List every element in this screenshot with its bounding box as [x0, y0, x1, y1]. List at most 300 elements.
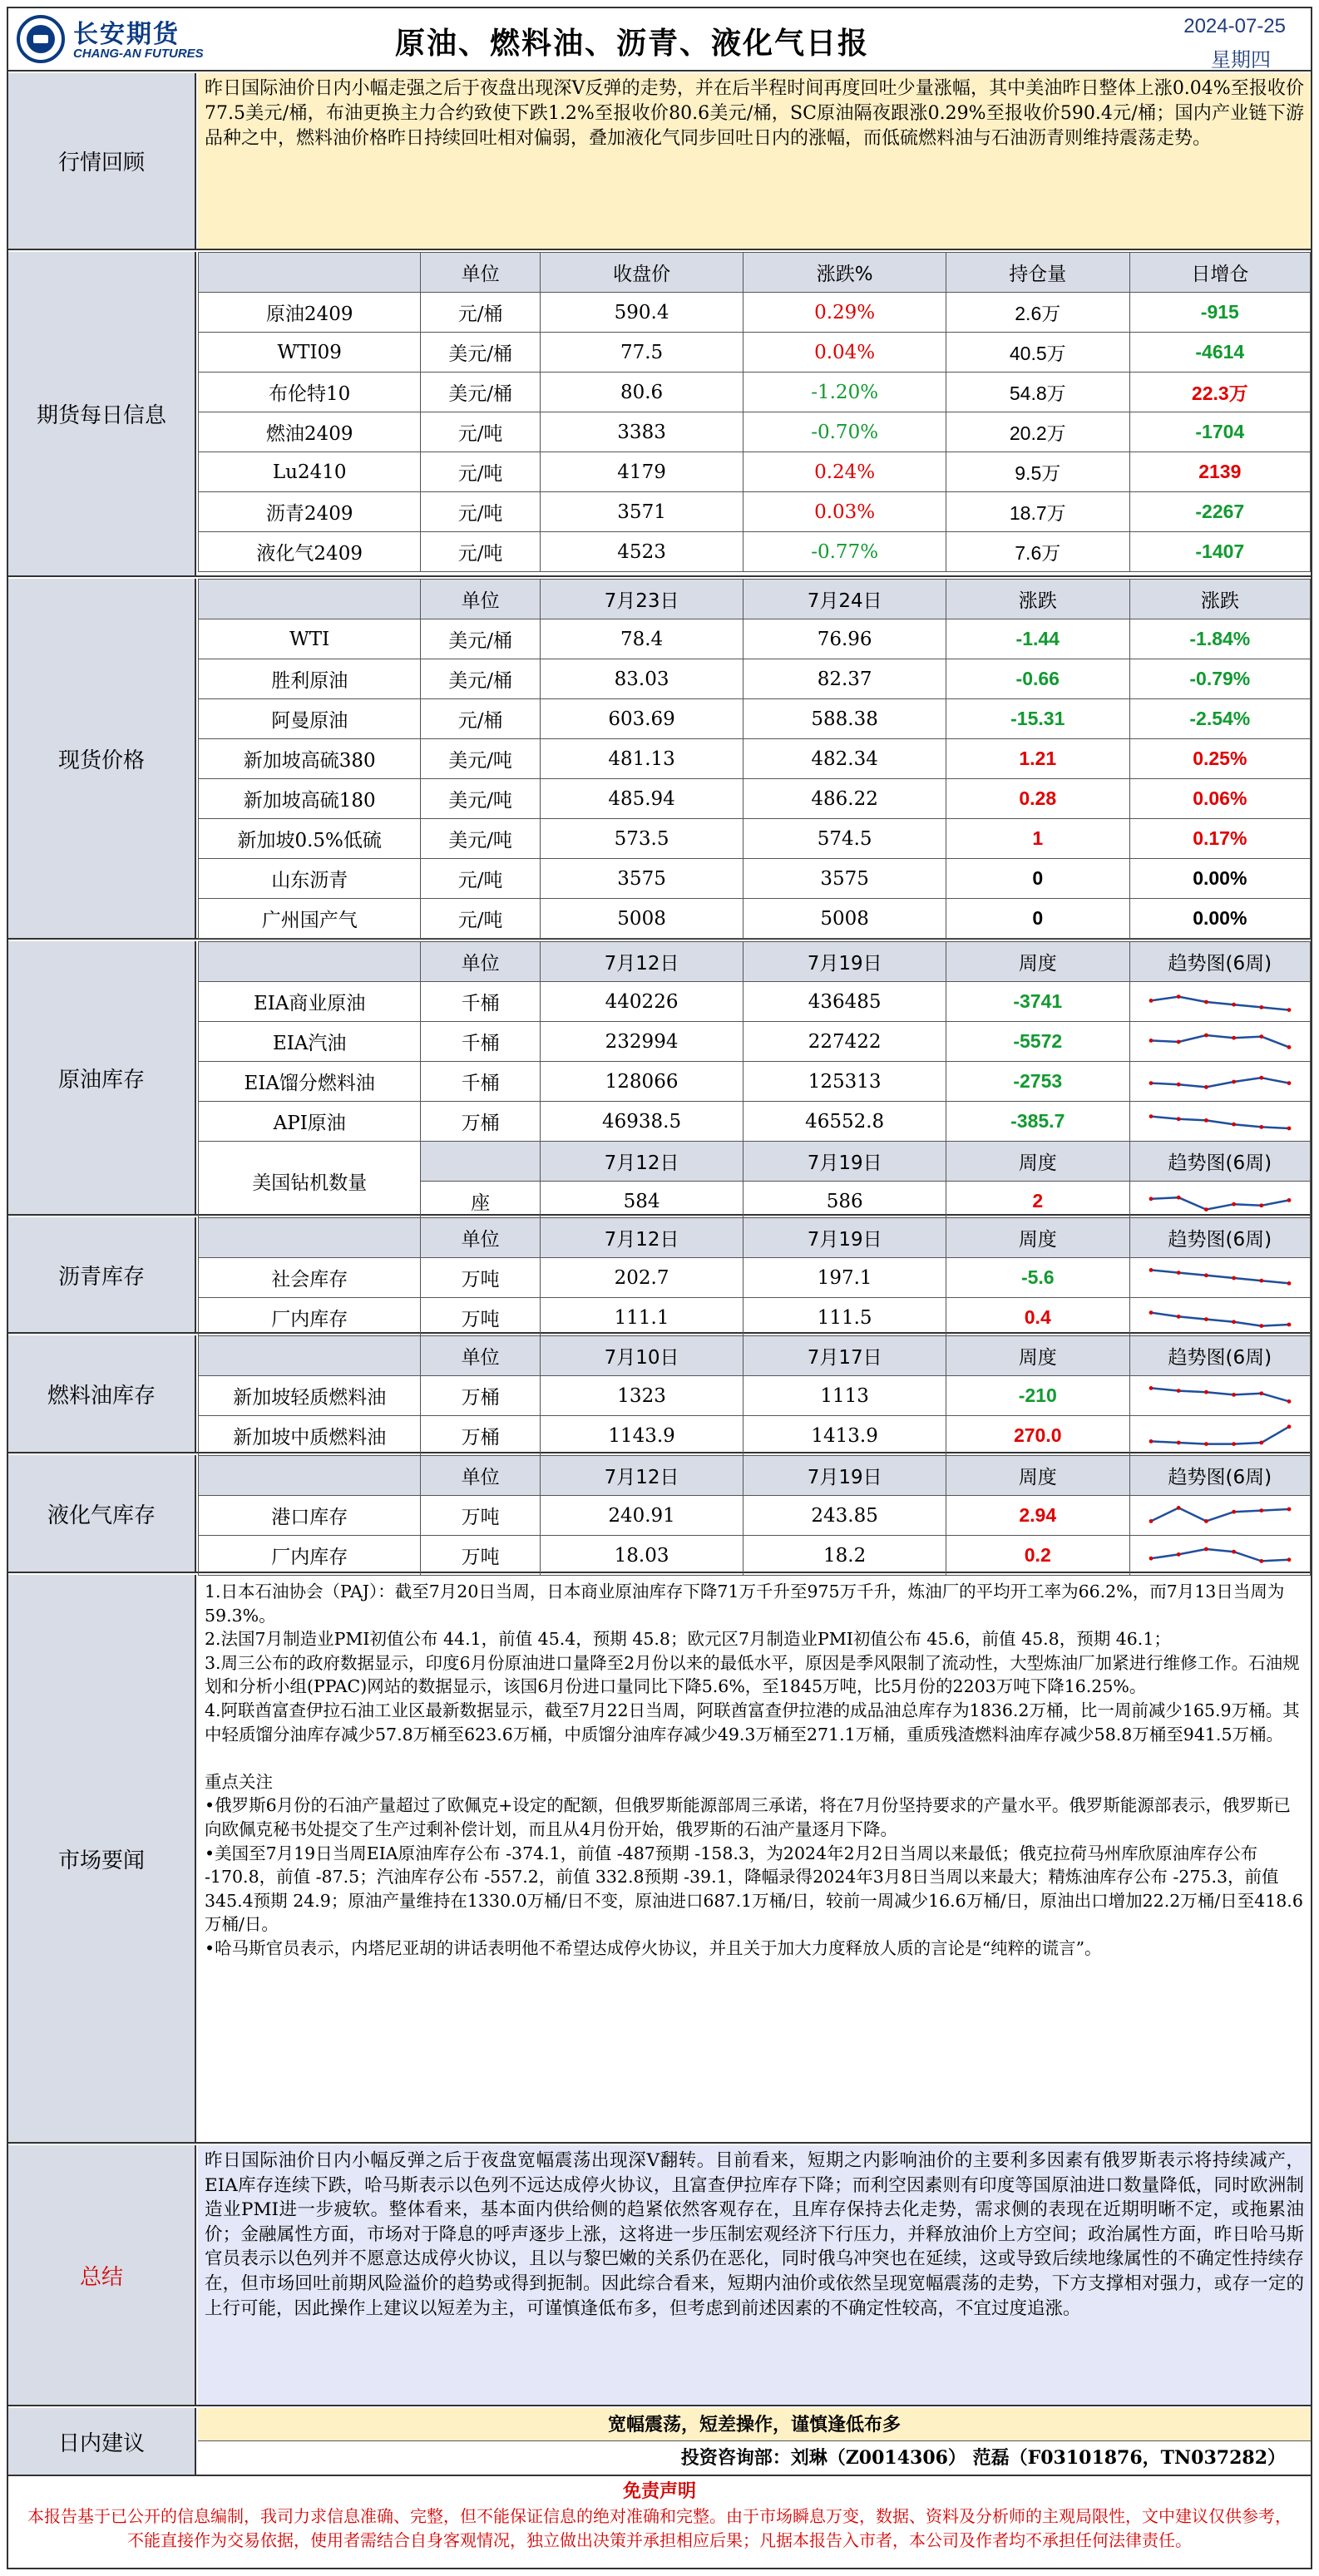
trend-point	[1177, 1389, 1181, 1393]
section-label: 燃料油库存	[8, 1335, 196, 1452]
trend-cell	[1129, 1062, 1310, 1102]
market-news-list	[198, 1575, 1311, 2142]
trend-point	[1149, 1039, 1153, 1043]
summary-text: 昨日国际油价日内小幅反弹之后于夜盘宽幅震荡出现深V翻转。目前看来，短期之内影响油价的主要利多因素有俄罗斯表示将持续减产，EIA库存连续下跌，哈马斯表示以色列不远达成停火协议，且富查伊拉库存下降；而利空因素则有印度等国原油进口数量降低，同时欧洲制造业PMI进一步疲软。整体看来，基本面内供给侧的趋紧依然客观存在，且库存保持去化走势，需求侧的表现在近期明晰不定，或拖累油价；金融属性方面，市场对于降息的呼声逐步上涨，这将进一步压制宏观经济下行压力，并释放油价上方空间；政治属性方面，昨日哈马斯官员表示以色列并不愿意达成停火协议，且以与黎巴嫩的关系仍在恶化，同时俄乌冲突也在延续，这或导致后续地缘属性的不确定性持续存在，但市场回吐前期风险溢价的趋势或得到扼制。因此综合看来，短期内油价或依然呈现宽幅震荡的走势，下方支撑相对强力，或存一定的上行可能，因此操作上建议以短差为主，可谨慎逢低布多，但考虑到前述因素的不确定性较高，不宜过度追涨。	[198, 2145, 1311, 2405]
inventory-name: API原油	[199, 1102, 421, 1142]
trend-line	[1151, 1270, 1289, 1283]
unit-cell: 万桶	[421, 1102, 540, 1142]
weekly-change: -3741	[946, 982, 1129, 1022]
trend-point	[1149, 1519, 1153, 1523]
close-price: 4523	[540, 532, 743, 572]
disclaimer-title: 免责声明	[622, 2480, 696, 2502]
trend-point	[1204, 1273, 1208, 1277]
header-cell: 涨跌	[1129, 580, 1310, 619]
trend-line	[1151, 1197, 1289, 1209]
trend-sparkline	[1146, 1065, 1294, 1098]
unit-cell: 元/吨	[421, 859, 540, 899]
table-row	[199, 452, 1311, 492]
price-change-percent: -1.84%	[1129, 619, 1310, 659]
table-row	[199, 333, 1311, 373]
table-row	[199, 1536, 1311, 1576]
change-percent: 0.24%	[743, 452, 946, 492]
header-cell: 趋势图(6周)	[1129, 1336, 1310, 1376]
asphalt-inventory-table	[198, 1217, 1311, 1338]
trend-point	[1232, 1035, 1236, 1039]
header-cell: 单位	[421, 253, 540, 293]
futures-table	[198, 252, 1311, 572]
table-row	[199, 532, 1311, 572]
trend-point	[1287, 1008, 1291, 1012]
value-period1: 440226	[540, 982, 743, 1022]
open-interest: 54.8万	[946, 373, 1129, 412]
trend-point	[1177, 1440, 1181, 1444]
section-label: 总结	[8, 2145, 196, 2405]
table-row	[199, 859, 1311, 899]
value-period1: 46938.5	[540, 1102, 743, 1142]
news-item: 重点关注	[205, 1771, 273, 1792]
daily-oi-change: -2267	[1129, 492, 1310, 532]
change-percent: 0.03%	[743, 492, 946, 532]
company-logo	[17, 13, 204, 68]
header-cell: 7月23日	[540, 580, 743, 619]
header-cell: 7月24日	[743, 580, 946, 619]
price-change-percent: 0.17%	[1129, 819, 1310, 859]
trend-point	[1177, 1195, 1181, 1199]
spot-table	[198, 579, 1311, 939]
trend-point	[1149, 1197, 1153, 1201]
trend-point	[1177, 1271, 1181, 1275]
inventory-name: 社会库存	[199, 1258, 421, 1298]
section-fuel-inventory	[8, 1335, 1311, 1453]
contract-name: Lu2410	[199, 452, 421, 492]
price-change-percent: 0.06%	[1129, 779, 1310, 819]
change-percent: -1.20%	[743, 373, 946, 412]
value-period1: 18.03	[540, 1536, 743, 1576]
header-cell: 趋势图(6周)	[1129, 1456, 1310, 1496]
header-cell: 7月17日	[743, 1336, 946, 1376]
header-cell: 收盘价	[540, 253, 743, 293]
spot-name: 阿曼原油	[199, 699, 421, 739]
trend-point	[1287, 1507, 1291, 1511]
header-cell-blank	[199, 1336, 421, 1376]
header-cell-blank	[199, 253, 421, 293]
news-item	[205, 1746, 1304, 1770]
unit-cell: 万桶	[421, 1376, 540, 1416]
header-cell: 单位	[421, 580, 540, 619]
header-cell: 周度	[946, 1142, 1129, 1182]
unit-cell: 美元/桶	[421, 619, 540, 659]
daily-oi-change: 22.3万	[1129, 373, 1310, 412]
inventory-name: 港口库存	[199, 1496, 421, 1536]
trend-point	[1259, 1005, 1263, 1009]
section-market-news	[8, 1575, 1311, 2144]
table-header-row	[199, 580, 1311, 619]
unit-cell: 元/吨	[421, 532, 540, 572]
price-day1: 78.4	[540, 619, 743, 659]
inventory-name: EIA商业原油	[199, 982, 421, 1022]
trend-line	[1151, 1549, 1289, 1561]
value-period2: 125313	[743, 1062, 946, 1102]
header-cell: 周度	[946, 1456, 1129, 1496]
trend-point	[1259, 1075, 1263, 1079]
section-label: 现货价格	[8, 579, 196, 938]
value-period1: 232994	[540, 1022, 743, 1062]
trend-point	[1287, 1281, 1291, 1286]
price-change: -1.44	[946, 619, 1129, 659]
trend-point	[1232, 1202, 1236, 1206]
spot-name: 新加坡0.5%低硫	[199, 819, 421, 859]
report-weekday: 星期四	[1211, 48, 1271, 72]
logo-chinese-name: 长安期货	[73, 20, 180, 49]
trend-point	[1204, 1118, 1208, 1123]
trend-sparkline	[1146, 1301, 1294, 1335]
report-date: 2024-07-25	[1183, 15, 1286, 37]
trend-sparkline	[1146, 1261, 1294, 1295]
contract-name: 燃油2409	[199, 412, 421, 452]
unit-cell: 美元/吨	[421, 779, 540, 819]
trend-line	[1151, 1035, 1289, 1047]
price-change-percent: 0.00%	[1129, 859, 1310, 899]
value-period2: 111.5	[743, 1298, 946, 1338]
header-cell: 涨跌%	[743, 253, 946, 293]
trend-point	[1204, 999, 1208, 1004]
open-interest: 7.6万	[946, 532, 1129, 572]
header-cell: 7月19日	[743, 1142, 946, 1182]
table-row	[199, 659, 1311, 699]
close-price: 4179	[540, 452, 743, 492]
unit-cell: 元/吨	[421, 492, 540, 532]
trend-point	[1259, 1508, 1263, 1513]
price-change: -0.66	[946, 659, 1129, 699]
contract-name: 沥青2409	[199, 492, 421, 532]
trend-point	[1177, 1117, 1181, 1121]
news-item: 1.日本石油协会（PAJ）：截至7月20日当周，日本商业原油库存下降71万千升至975万千升，炼油厂的平均开工率为66.2%，而7月13日当周为59.3%。	[205, 1582, 1285, 1626]
daily-oi-change: 2139	[1129, 452, 1310, 492]
price-day1: 573.5	[540, 819, 743, 859]
unit-cell: 千桶	[421, 982, 540, 1022]
trend-cell	[1129, 1496, 1310, 1536]
unit-cell: 元/吨	[421, 899, 540, 939]
trend-sparkline	[1146, 1105, 1294, 1138]
trend-point	[1232, 1276, 1236, 1280]
price-day1: 603.69	[540, 699, 743, 739]
trend-point	[1287, 1557, 1291, 1562]
header-cell-blank	[199, 580, 421, 619]
table-header-row	[199, 253, 1311, 293]
price-day2: 5008	[743, 899, 946, 939]
unit-cell: 万吨	[421, 1298, 540, 1338]
trend-point	[1287, 1198, 1291, 1202]
section-label: 沥青库存	[8, 1217, 196, 1332]
lpg-inventory-table	[198, 1455, 1311, 1576]
header-cell-blank	[421, 1142, 540, 1182]
price-day2: 82.37	[743, 659, 946, 699]
open-interest: 9.5万	[946, 452, 1129, 492]
section-label: 市场要闻	[8, 1575, 196, 2142]
trend-line	[1151, 996, 1289, 1009]
trend-sparkline	[1146, 1419, 1294, 1453]
unit-cell: 元/吨	[421, 412, 540, 452]
trend-point	[1204, 1547, 1208, 1551]
spot-name: 山东沥青	[199, 859, 421, 899]
inventory-name: 厂内库存	[199, 1298, 421, 1338]
trend-point	[1259, 1440, 1263, 1444]
daily-oi-change: -915	[1129, 293, 1310, 333]
section-advice	[8, 2408, 1311, 2476]
trend-point	[1287, 1424, 1291, 1429]
trend-cell	[1129, 1258, 1310, 1298]
close-price: 80.6	[540, 373, 743, 412]
trend-point	[1287, 1322, 1291, 1326]
unit-cell: 美元/吨	[421, 739, 540, 779]
unit-cell: 元/桶	[421, 293, 540, 333]
unit-cell: 千桶	[421, 1022, 540, 1062]
table-row	[199, 1416, 1311, 1456]
contract-name: WTI09	[199, 333, 421, 373]
news-item: •美国至7月19日当周EIA原油库存公布 -374.1，前值 -487预期 -158.3，为2024年2月2日当周以来最低；俄克拉荷马州库欣原油库存公布 -170.8，前值 -87.5；汽油库存公布 -557.2，前值 332.8预期 -39.1，降幅录得2024年3月8日当周以来最大；精炼油库存公布 -275.3，前值 345.4预期 24.9；原油产量维持在1330.0万桶/日不变，原油进口687.1万桶/日，较前一周减少16.6万桶/日，原油出口增加22.2万桶/日至418.6万桶/日。	[205, 1843, 1303, 1935]
table-row	[199, 899, 1311, 939]
trend-point	[1149, 1081, 1153, 1085]
contract-name: 液化气2409	[199, 532, 421, 572]
trend-point	[1232, 1509, 1236, 1513]
trend-point	[1149, 1556, 1153, 1560]
table-header-row	[199, 1218, 1311, 1258]
section-summary	[8, 2145, 1311, 2406]
trend-point	[1287, 1081, 1291, 1085]
table-row	[199, 373, 1311, 412]
news-item: 2.法国7月制造业PMI初值公布 44.1，前值 45.4，预期 45.8；欧元区7月制造业PMI初值公布 45.6，前值 45.8，预期 46.1；	[205, 1629, 1171, 1650]
trend-point	[1259, 1278, 1263, 1282]
trend-point	[1204, 1389, 1208, 1394]
trend-point	[1287, 1399, 1291, 1404]
trend-cell	[1129, 1376, 1310, 1416]
trend-point	[1204, 1519, 1208, 1523]
trend-line	[1151, 1116, 1289, 1128]
price-day1: 3575	[540, 859, 743, 899]
header-cell: 7月10日	[540, 1336, 743, 1376]
rig-count-label: 美国钻机数量	[199, 1142, 421, 1221]
header-cell: 单位	[421, 942, 540, 982]
table-row	[199, 1298, 1311, 1338]
fuel-inventory-table	[198, 1335, 1311, 1456]
header-cell-blank	[199, 942, 421, 982]
trend-point	[1259, 1324, 1263, 1328]
unit-cell: 元/桶	[421, 699, 540, 739]
weekly-change: 270.0	[946, 1416, 1129, 1456]
trend-point	[1149, 1310, 1153, 1315]
weekly-change: 2.94	[946, 1496, 1129, 1536]
value-period2: 18.2	[743, 1536, 946, 1576]
news-item: 4.阿联酋富查伊拉石油工业区最新数据显示，截至7月22日当周，阿联酋富查伊拉港的成品油总库存为1836.2万桶，比一周前减少165.9万桶。其中轻质馏分油库存减少57.8万桶至623.6万桶，中质馏分油库存减少49.3万桶至271.1万桶，重质残渣燃料油库存减少58.8万桶至941.5万桶。	[205, 1700, 1300, 1744]
close-price: 3571	[540, 492, 743, 532]
unit-cell: 元/吨	[421, 452, 540, 492]
price-day2: 3575	[743, 859, 946, 899]
price-day1: 5008	[540, 899, 743, 939]
report-title: 原油、燃料油、沥青、液化气日报	[394, 27, 869, 61]
value-period2: 46552.8	[743, 1102, 946, 1142]
header-cell: 周度	[946, 1336, 1129, 1376]
header-cell: 持仓量	[946, 253, 1129, 293]
close-price: 77.5	[540, 333, 743, 373]
trend-point	[1204, 1442, 1208, 1446]
unit-cell: 千桶	[421, 1062, 540, 1102]
header-cell: 周度	[946, 1218, 1129, 1258]
open-interest: 40.5万	[946, 333, 1129, 373]
unit-cell: 美元/桶	[421, 659, 540, 699]
daily-oi-change: -4614	[1129, 333, 1310, 373]
intraday-advice: 宽幅震荡，短差操作，谨慎逢低布多	[198, 2408, 1311, 2441]
spot-name: WTI	[199, 619, 421, 659]
value-period1: 584	[540, 1182, 743, 1221]
price-day2: 76.96	[743, 619, 946, 659]
trend-point	[1204, 1207, 1208, 1212]
trend-point	[1149, 999, 1153, 1003]
table-row	[199, 739, 1311, 779]
value-period2: 1413.9	[743, 1416, 946, 1456]
value-period1: 240.91	[540, 1496, 743, 1536]
trend-line	[1151, 1078, 1289, 1087]
value-period2: 1113	[743, 1376, 946, 1416]
trend-cell	[1129, 1298, 1310, 1338]
open-interest: 2.6万	[946, 293, 1129, 333]
value-period2: 227422	[743, 1022, 946, 1062]
value-period2: 436485	[743, 982, 946, 1022]
contract-name: 布伦特10	[199, 373, 421, 412]
table-row	[199, 699, 1311, 739]
trend-line	[1151, 1426, 1289, 1443]
value-period2: 243.85	[743, 1496, 946, 1536]
unit-cell: 美元/吨	[421, 819, 540, 859]
price-day2: 486.22	[743, 779, 946, 819]
trend-cell	[1129, 1022, 1310, 1062]
daily-oi-change: -1704	[1129, 412, 1310, 452]
table-row	[199, 412, 1311, 452]
close-price: 590.4	[540, 293, 743, 333]
header-cell: 涨跌	[946, 580, 1129, 619]
trend-point	[1204, 1085, 1208, 1089]
trend-sparkline	[1146, 1025, 1294, 1059]
table-row	[199, 293, 1311, 333]
price-day2: 482.34	[743, 739, 946, 779]
inventory-name: 新加坡中质燃料油	[199, 1416, 421, 1456]
trend-point	[1232, 1122, 1236, 1126]
section-asphalt-inventory	[8, 1217, 1311, 1334]
value-period1: 202.7	[540, 1258, 743, 1298]
unit-cell: 万桶	[421, 1416, 540, 1456]
section-futures	[8, 252, 1311, 577]
price-change-percent: -0.79%	[1129, 659, 1310, 699]
section-label: 行情回顾	[8, 73, 196, 249]
header-cell: 趋势图(6周)	[1129, 1142, 1310, 1182]
price-day2: 588.38	[743, 699, 946, 739]
price-change-percent: 0.00%	[1129, 899, 1310, 939]
trend-point	[1149, 1268, 1153, 1272]
header-cell: 7月12日	[540, 942, 743, 982]
header-cell-blank	[199, 1456, 421, 1496]
section-spot	[8, 579, 1311, 940]
table-row	[199, 1022, 1311, 1062]
value-period2: 586	[743, 1182, 946, 1221]
open-interest: 20.2万	[946, 412, 1129, 452]
section-label: 期货每日信息	[8, 252, 196, 575]
header-cell: 趋势图(6周)	[1129, 1218, 1310, 1258]
unit-cell: 美元/桶	[421, 333, 540, 373]
close-price: 3383	[540, 412, 743, 452]
trend-point	[1149, 1386, 1153, 1390]
spot-name: 胜利原油	[199, 659, 421, 699]
price-change: 0	[946, 859, 1129, 899]
header-cell-blank	[199, 1218, 421, 1258]
trend-cell	[1129, 1536, 1310, 1576]
inventory-name: 新加坡轻质燃料油	[199, 1376, 421, 1416]
table-row	[199, 1062, 1311, 1102]
trend-cell	[1129, 1102, 1310, 1142]
news-item: 3.周三公布的政府数据显示，印度6月份原油进口量降至2月份以来的最低水平，原因是季风限制了流动性，大型炼油厂加紧进行维修工作。石油规划和分析小组(PPAC)网站的数据显示，该国6月份进口量同比下降5.6%，至1845万吨，比5月份的2203万吨下降16.25%。	[205, 1652, 1300, 1697]
price-change: 0.28	[946, 779, 1129, 819]
section-label: 日内建议	[8, 2408, 196, 2475]
weekly-change: 0.2	[946, 1536, 1129, 1576]
value-period1: 1323	[540, 1376, 743, 1416]
price-change-percent: -2.54%	[1129, 699, 1310, 739]
trend-sparkline	[1146, 1185, 1294, 1218]
trend-sparkline	[1146, 1539, 1294, 1572]
trend-line	[1151, 1388, 1289, 1401]
unit-cell: 万吨	[421, 1536, 540, 1576]
inventory-name: 厂内库存	[199, 1536, 421, 1576]
weekly-change: -5572	[946, 1022, 1129, 1062]
price-change: 1.21	[946, 739, 1129, 779]
section-lpg-inventory	[8, 1455, 1311, 1573]
logo-emblem-icon	[17, 15, 65, 63]
weekly-change: 0.4	[946, 1298, 1129, 1338]
trend-point	[1177, 1552, 1181, 1557]
trend-sparkline	[1146, 985, 1294, 1019]
unit-cell: 万吨	[421, 1258, 540, 1298]
trend-line	[1151, 1312, 1289, 1325]
logo-english-name: CHANG-AN FUTURES	[73, 47, 204, 61]
trend-point	[1259, 1034, 1263, 1039]
header-cell: 7月12日	[540, 1142, 743, 1182]
trend-point	[1177, 1039, 1181, 1044]
trend-point	[1259, 1391, 1263, 1395]
header-cell: 单位	[421, 1218, 540, 1258]
change-percent: 0.29%	[743, 293, 946, 333]
header-cell: 7月19日	[743, 1218, 946, 1258]
header-cell: 单位	[421, 1336, 540, 1376]
header-cell: 7月19日	[743, 942, 946, 982]
trend-line	[1151, 1508, 1289, 1521]
disclaimer-text: 本报告基于已公开的信息编制，我司力求信息准确、完整，但不能保证信息的绝对准确和完整。由于市场瞬息万变，数据、资料及分析师的主观局限性，文中建议仅供参考，不能直接作为交易依据，使用者需结合自身客观情况，独立做出决策并承担相应后果；凡据本报告入市者，本公司及作者均不承担任何法律责任。	[27, 2506, 1292, 2550]
weekly-change: -385.7	[946, 1102, 1129, 1142]
unit-cell: 美元/桶	[421, 373, 540, 412]
trend-point	[1232, 1002, 1236, 1006]
trend-point	[1177, 1506, 1181, 1510]
report	[7, 7, 1312, 2569]
section-review	[8, 73, 1311, 250]
weekly-change: 2	[946, 1182, 1129, 1221]
trend-point	[1177, 1315, 1181, 1319]
trend-point	[1259, 1125, 1263, 1129]
unit-cell: 万吨	[421, 1496, 540, 1536]
value-period2: 197.1	[743, 1258, 946, 1298]
spot-name: 新加坡高硫180	[199, 779, 421, 819]
header-cell: 趋势图(6周)	[1129, 942, 1310, 982]
table-header-row	[199, 1336, 1311, 1376]
rig-header-row	[199, 1142, 1311, 1182]
trend-point	[1232, 1320, 1236, 1324]
trend-point	[1204, 1317, 1208, 1321]
table-row	[199, 819, 1311, 859]
